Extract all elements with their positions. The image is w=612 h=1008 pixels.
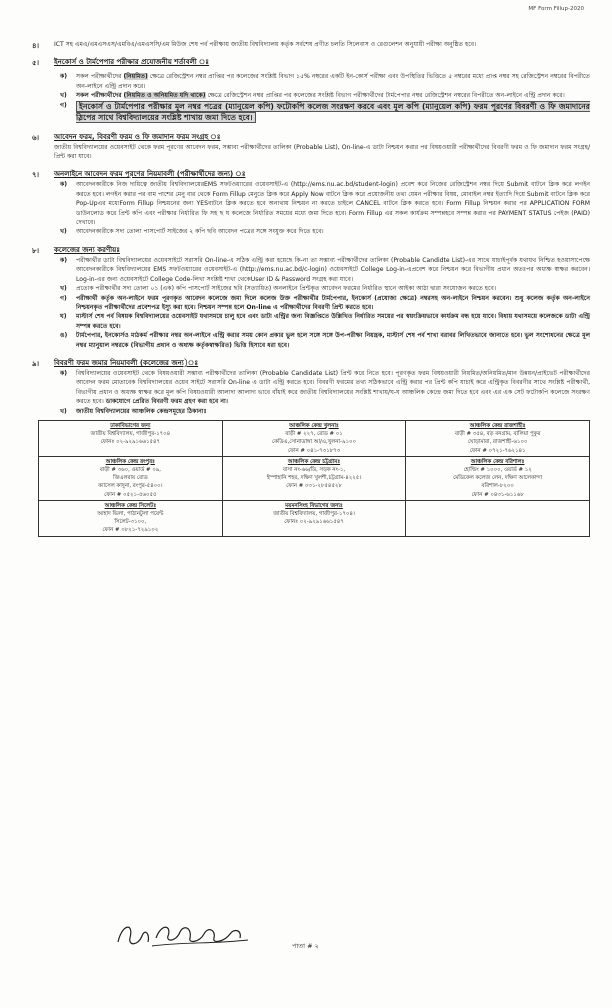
office-address-line: বাড়ী # ৩৬০, ওয়ার্ড # ০৯, (99, 466, 161, 473)
office-cell (39, 420, 223, 456)
item-label: খ) (60, 228, 67, 236)
section-8-item-e (54, 331, 590, 350)
document-body (24, 40, 590, 537)
section-9-item-a (54, 369, 590, 407)
section-number: ৫। (32, 59, 40, 68)
item-text: পরীক্ষার্থী কর্তৃক অন-লাইনে ফরম পূরণকৃত আবেদন কলেজে জমা দিলে কলেজ উক্ত পরীক্ষার্থীর টার্মপেপার, ইনকোর্স (প্রযোজ্য ক্ষেত্রে) নম্বরসহ অন-লাইনে নিশ্চয়ন করবেন। শুধু কলেজ কর্তৃক অন-লাইনে নিশ্চয়নকৃত পরীক্ষার্থীদের প্রবেশপত্র ইস্যু করা হবে। নিশ্চয়ন সম্পন্ন হলে On-line এ পরীক্ষার্থীদের বিবরণী প্রিন্ট করতে হবে। (76, 294, 590, 311)
section-8-item-a (54, 256, 590, 284)
section-4 (24, 40, 590, 49)
highlight-text: (নিয়মিত) (123, 73, 148, 81)
item-label: খ) (60, 285, 67, 293)
section-7-item-b (54, 227, 590, 236)
office-address-line: ফোন # ০৭২১-৭৬২১৪১ (469, 447, 526, 454)
item-label: ঘ) (60, 313, 67, 321)
section-8-item-d (54, 312, 590, 331)
section-7-title: অনলাইনে আবেদন ফরম পূরণের নিয়মাবলী (পরীক্ষার্থীদের জন্য) ঃ (54, 170, 246, 179)
item-text: টার্মপেপার, ইনকোর্সও মাঠকর্ম পরীক্ষার নম্বর অন-লাইনে এন্ট্রি করার সময় কোন প্রকার ভুল হলে সঙ্গে সঙ্গে উপ-পরীক্ষা নিয়ন্ত্রক, মাস্টার্স শেষ পর্ব শাখা বরাবর লিখিতভাবে জানাতে হবে। ভুল সংশোধনের ক্ষেত্রে মূল নম্বর ম্যানুয়াল নম্বরকে (বিভাগীয় প্রধান ও অধ্যক্ষ কর্তৃকস্বাক্ষরিত) ভিত্তি হিসাবে ধরা হবে। (76, 332, 590, 349)
page-number: পাতা # ২ (292, 942, 319, 950)
item-label: গ) (60, 101, 67, 109)
office-heading: আঞ্চলিক কেন্দ্র খুলনাঃ (289, 422, 339, 429)
office-cell (39, 500, 223, 536)
section-number: ৮। (32, 246, 40, 255)
office-address-line: বাড়ী # ৩৫৪, বড় বনগ্রাম, বালিয়া পুকুর (454, 431, 541, 438)
section-8-title: কলেজের জন্য করণীয়ঃ (54, 245, 121, 254)
item-label: গ) (60, 294, 67, 302)
office-address-line: জাতীয় বিশ্ববিদ্যালয়, গাজীপুর-১৭০৪ (90, 431, 171, 438)
office-address-line: কেডিএ,সোনাডাঙ্গা আ/এ,খুলনা-৯১০০ (272, 439, 356, 446)
section-8-item-b (54, 284, 590, 293)
office-heading: আঞ্চলিক কেন্দ্র বরিশালঃ (470, 458, 525, 465)
office-cell (406, 500, 590, 536)
regional-offices-table (38, 420, 590, 537)
office-row (39, 456, 590, 500)
item-text: আবেদনকারীকে নিজ দায়িত্বে জাতীয় বিশ্ববিদ্যালয়েরEMS সফটওয়্যারের ওয়েবসাইট-এ (http://ems.nu.ac.bd/student-login) প্রবেশ করে নিজের রেজিস্ট্রেশন নম্বর দিয়ে Submit বাটনে ক্লিক করে লগইন করতে হবে। লগইন করার পর বাম পাশের মেনু বার থেকে Form Fillup মেনুতে ক্লিক করে Apply Now বাটনে ক্লিক করে প্রয়োজনীয় তথ্য যেমন পরীক্ষার বিষয়, মোবাইল নম্বর ইত্যাদি দিয়ে Submit বাটনে ক্লিক করে Pop-Upএর মধ্যেForm Fillup নিশ্চয়নের জন্য YESবাটনে ক্লিক করতে হবে অন্যথায় নিশ্চয়ন না করতে চাইলে CANCEL বাটনে ক্লিক করতে হবে। Form Fillup নিশ্চয়ন করার পর APPLICATION FORM ডাউনলোড করে প্রিন্ট কপি এবং পরীক্ষার নির্ধারিত ফি সহ ছ ঘ কলেজে নির্ধারিত সময়ের মধ্যে জমা দিতে হবে। Form Fillup এর সকল কার্যক্রম সম্পন্নহবে সম্পন্ন করার পর PAYMENT STATUS পেইজ (PAID) দেখাবে। (76, 181, 590, 227)
office-cell (406, 456, 590, 500)
office-address-line: সিলেট-৩১০০, (114, 519, 147, 526)
office-address-line: জাতীয় বিশ্ববিদ্যালয়, গাজীপুর-১৭০৪। (273, 511, 355, 517)
office-address-line: ফোনঃ ০২-৯২৯১৬৬১৫৪৭ (100, 439, 161, 446)
item-label: ক) (60, 369, 68, 377)
section-6-title: আবেদন ফরম, বিবরণী ফরম ও ফি জমাদান ফরম সংগ্রহ ঃ (54, 132, 221, 141)
item-label: ক) (60, 181, 68, 189)
office-address-line: ফোন # ০৫২১-৫৬০৫৫ (104, 491, 157, 498)
item-label: খ) (60, 92, 67, 100)
item-text: আবেদনকারীকে সদ্য তোলা পাসপোর্ট সাইজের ২ কপি ছবি আবেদন পত্রের সঙ্গে সংযুক্ত করে দিতে হবে। (76, 228, 324, 236)
item-label: ক) (60, 73, 68, 81)
item-label: ক) (60, 256, 68, 264)
section-9-item-b (54, 407, 590, 416)
item-text: প্রত্যেক পরীক্ষার্থীর সদ্য তোলা ০১ (এক) কপি পাসপোর্ট সাইজের ছবি (সত্যায়িত) অনলাইনে প্রিন্টকৃত আবেদন ফরমের নির্ধারিত স্থানে আইকা আঠা দ্বারা সংযোজন করতে হবে। (76, 285, 497, 293)
section-5-title: ইনকোর্স ও টার্মপেপার পরীক্ষার প্রযোজনীয় শর্তাবলী ঃ (54, 58, 210, 67)
section-4-text: ICT সহ এমএ/এমএসএস/এমবিএ/এমএসসি/এম মিউজ শেষ পর্ব পরীক্ষায় জাতীয় বিশ্ববিদ্যালয় কর্তৃক সর্বশেষ প্রণীত চলতি সিলেবাস ও রেগুলেশন অনুযায়ী পরীক্ষা অনুষ্ঠিত হবে। (54, 41, 477, 48)
signature (112, 912, 262, 952)
office-address-line: ফোন # ০৪৩১-৬১১৬৮ (471, 491, 524, 498)
section-number: ৪। (32, 42, 40, 50)
office-heading: ঢাকাবিভাগের জন্য (110, 422, 151, 429)
section-number: ৯। (32, 359, 40, 368)
office-address-line: হোল্ডিং # ১০০০, ওয়ার্ড # ১২ (463, 466, 532, 473)
office-address-line: বরিশাল-৮২০০ (481, 483, 514, 490)
office-row (39, 500, 590, 536)
boxed-highlight-text: ইনকোর্স ও টার্মপেপার পরীক্ষার মূল নম্বর পত্রের (ম্যানুয়েল কপি) ফটোকপি কলেজ সংরক্ষণ করবে এবং মূল কপি (ম্যানুয়েল কপি) ফরম পূরণের বিবরণী ও ফি জমাদানের স্লিপের সাথে বিশ্ববিদ্যালয়ের সংশ্লিষ্ট শাখায় জমা দিতে হবে। (76, 101, 590, 123)
section-5-item-b (54, 91, 590, 100)
office-heading: আঞ্চলিক কেন্দ্র সিলেটঃ (104, 502, 157, 509)
item-label: খ) (60, 407, 67, 415)
office-address-line: বাসা নং-৬৬/ডি, সড়ক নং-১, (282, 466, 346, 473)
item-text: ক্ষেত্রে রেজিস্ট্রেশন নম্বর প্রাপ্তির পর কলেজের সংশ্লিষ্ট বিভাগ ১৫% নম্বরের একটি ইন-কোর্স পরীক্ষা এবং উপস্থিতির ভিত্তিতে ৫ নম্বরের মধ্যে প্রাপ্ত নম্বর সহ রেজিস্ট্রেশন নম্বরের বিপরীতে অন-লাইনে এন্ট্রি প্রদান করে। (76, 73, 591, 90)
office-heading: আঞ্চলিক কেন্দ্র রাজশাহীঃ (469, 422, 526, 429)
office-heading: আঞ্চলিক কেন্দ্র রংপুরঃ (105, 458, 155, 465)
office-cell (222, 420, 406, 456)
section-7 (24, 169, 590, 236)
section-number: ৭। (32, 171, 40, 180)
office-address-line: ক্যাসেল কাদুনা, রংপুর-৫৪০০। (98, 483, 163, 490)
office-cell (406, 420, 590, 456)
section-number: ৬। (32, 133, 40, 142)
office-address-line: জিএলরায় রোড (113, 475, 148, 482)
item-text: সকল পরীক্ষার্থীদের (76, 73, 122, 81)
section-5 (24, 57, 590, 123)
office-row (39, 420, 590, 456)
running-head: MF Form Fillup-2020 (528, 6, 584, 12)
office-address-line: ফোন # ০৪১-৭৩১৮৭৩ (287, 447, 341, 454)
office-cell (39, 456, 223, 500)
office-cell (222, 500, 406, 536)
highlight-text: (নিয়মিত ও অনিয়মিত যদি থাকে) (123, 92, 206, 100)
office-address-line: বাড়ী # ২২৭, রোড # ০১ (285, 431, 343, 438)
item-text: পরীক্ষার্থীর ডাটা বিশ্ববিদ্যালয়ের ওয়েবসাইটে সরাসরি On-line-এ সঠিক এন্ট্রি করা হয়েছে কি-না তা সম্ভাব্য পরীক্ষার্থীদের তালিকা (Probable Candidte List)-এর সাথে যাচাইপূর্বক যথাযথ নিশ্চিত হওয়াসাপেক্ষে আবেদনকারীকে বিশ্ববিদ্যালয়ের EMS সফটওয়্যারের ওয়েবসাইট-এ (http://ems.nu.ac.bd/c-login) ওয়েবসাইটে College Log-in-এপ্রবেশ করে নিশ্চয়ন করে বিভাগীয় প্রধান অতঃপর অধ্যক্ষ স্বাক্ষর করবেন। Log-in-এর জন্য ওয়েবসাইটে College Code-লিখা সংশ্লিষ্ট শাখা থেকেUser ID & Password সংগ্রহ করা যাবে। (76, 256, 590, 283)
item-text: মাস্টার্স শেষ পর্ব বিষয়ক বিশ্ববিদ্যালয়ের ওয়েবসাইট যথাসময়ে চালু হবে এবং ডাটা এন্ট্রির জন্য বিজ্ঞপ্তিতে উল্লিখিত নির্ধারিত সময়ের পর স্বয়ংক্রিয়ভাবে কার্যক্রম বন্ধ হয়ে যাবে। বিধায় যথাসময়ে কলেজকে ডাটা এন্ট্রি সম্পন্ন করতে হবে। (76, 313, 590, 330)
office-address-line: ঘোড়ামারা, রাজশাহী-৬১০০ (467, 439, 528, 446)
item-label: ঙ) (60, 332, 68, 340)
item-text: জাতীয় বিশ্ববিদ্যালয়ের আঞ্চলিক কেন্দ্রসমূহের ঠিকানাঃ (76, 407, 207, 415)
office-address-line: ফোনঃ ০২-৯২৯১৬৬১৫৪৭ (284, 519, 344, 526)
section-5-item-c (54, 101, 590, 124)
office-address-line: মেডিকেল কলেজ লেন, দক্ষিণ আলেকান্দা (453, 475, 543, 482)
section-6-text: জাতীয় বিশ্ববিদ্যালয়ের ওয়েবসাইট থেকে ফরম পূরণের আবেদন ফরম, সম্ভাব্য পরীক্ষার্থীদের তালিকা (Probable List), On-line-এ ডাটা নিশ্চয়ন করার পর বিষয়ওয়ারী পরীক্ষার্থীদের বিবরণী ফরম ও ফি জমাদান ফরম সংগ্রহ/প্রিন্ট করা যাবে। (54, 143, 590, 161)
item-text: ক্ষেত্রে রেজিস্ট্রেশন নম্বর প্রাপ্তির পর কলেজের সংশ্লিষ্ট বিভাগ পরীক্ষার্থীদের টার্মপেপার নম্বর রেজিস্ট্রেশন নম্বরের বিপরীতে অন-লাইনে এন্ট্রি প্রদান করে। (207, 92, 565, 100)
office-address-line: ফোন # ০৮২১-৭২৯১০২ (102, 527, 159, 534)
office-cell (222, 456, 406, 500)
section-9 (24, 358, 590, 416)
office-address-line: ফোন # ০৩১-২৮৫৪৫২৮ (286, 483, 342, 490)
item-text: সকল পরীক্ষার্থীদের (76, 92, 122, 100)
office-heading: আঞ্চলিক কেন্দ্র চট্টগ্রামঃ (287, 458, 341, 465)
section-5-item-a (54, 72, 590, 91)
office-heading: ময়মনসিংহ বিভাগের জন্যঃ (285, 502, 343, 509)
bold-notice: ডাকযোগে প্রেরিত বিবরণী ফরম গ্রহণ করা হবে না। (105, 398, 228, 406)
item-text: বিশ্ববিদ্যালয়ের ওয়েবসাইট থেকে বিষয়ওয়ারী সম্ভাব্য পরীক্ষার্থীদের তালিকা (Probable Candidate List) প্রিন্ট করে নিতে হবে। পূরণকৃত ফরম বিষয়ওয়ারী নিয়মিত/অনিয়মিত/মান উন্নয়ন/প্রাইভেট পরীক্ষার্থীদের আবেদন ফরম মোতাবেক বিশ্ববিদ্যালয়ের ওয়েব সাইটে সরাসরি On-line এ ডাটা এন্ট্রি করতে হবে। বিবরণী ফরমের তথ্য সঠিকভাবে এন্ট্রি করার পর প্রিন্ট কপি যাচাই করে এন্ট্রিকৃত বিবরণীর সাথে সংশ্লিষ্ট পরীক্ষার্থী, বিভাগীয় প্রধান ও অধ্যক্ষ স্বাক্ষর করে মূল কপি বিষয়ওয়ারী আলাদা আলাদা ভাবে বাঁধাই করে জাতীয় বিশ্ববিদ্যালয়ের সংশ্লিষ্ট শাখায়/ঘ-ঘ আঞ্চলিক কেন্দ্রে জমা দিতে হবে এবং এর এক সেট ফটোকপি কলেজে সংরক্ষণ করতে হবে। (76, 369, 590, 406)
section-8-item-c (54, 294, 590, 313)
office-address-line: আহাদ ভিলা, পাঠানটুলা পয়েন্ট (97, 511, 164, 517)
section-8 (24, 245, 590, 350)
section-9-title: বিবরণী ফরম জমার নিয়মাবলী (কলেজের জন্য)ঃ (54, 358, 199, 367)
section-7-item-a (54, 180, 590, 227)
office-address-line: ইস্পাহানি শহর, দক্ষিণ খুলশী,চট্টগ্রাম-৪২২৫। (266, 475, 362, 482)
section-6 (24, 132, 590, 162)
